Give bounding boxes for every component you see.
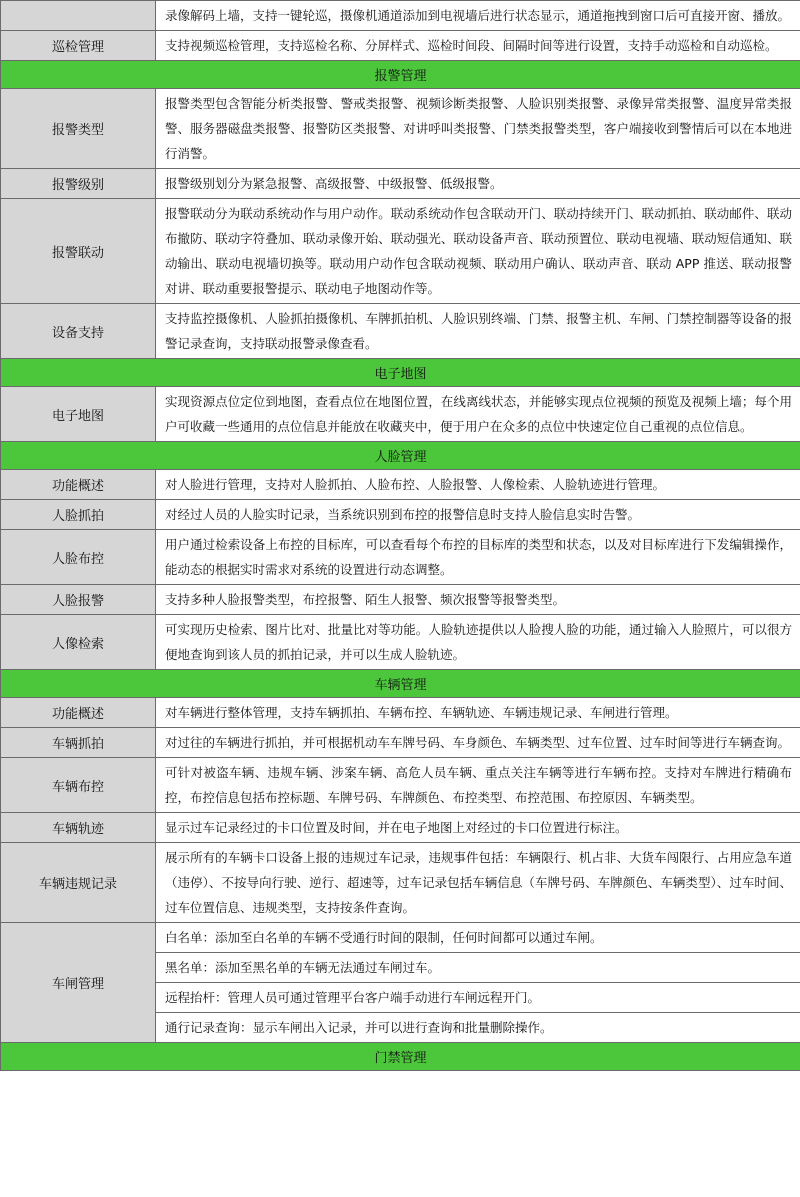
table-row	[1, 1, 800, 31]
table-row	[1, 843, 800, 923]
row-label: 人像检索	[1, 615, 156, 670]
row-label: 车辆布控	[1, 758, 156, 813]
row-label: 车辆违规记录	[1, 843, 156, 923]
table-row	[1, 89, 800, 169]
row-label: 报警类型	[1, 89, 156, 169]
spec-table-body	[1, 1, 800, 1071]
section-title: 人脸管理	[1, 442, 800, 470]
row-description: 通行记录查询：显示车闸出入记录，并可以进行查询和批量删除操作。	[156, 1013, 800, 1043]
row-label: 车闸管理	[1, 923, 156, 1043]
row-description: 远程抬杆：管理人员可通过管理平台客户端手动进行车闸远程开门。	[156, 983, 800, 1013]
row-description: 报警类型包含智能分析类报警、警戒类报警、视频诊断类报警、人脸识别类报警、录像异常类报警、温度异常类报警、服务器磁盘类报警、报警防区类报警、对讲呼叫类报警、门禁类报警类型，客户端接收到警情后可以在本地进行消警。	[156, 89, 800, 169]
section-title: 电子地图	[1, 359, 800, 387]
row-description: 用户通过检索设备上布控的目标库，可以查看每个布控的目标库的类型和状态，以及对目标库进行下发编辑操作，能动态的根据实时需求对系统的设置进行动态调整。	[156, 530, 800, 585]
row-description: 可实现历史检索、图片比对、批量比对等功能。人脸轨迹提供以人脸搜人脸的功能，通过输入人脸照片，可以很方便地查询到该人员的抓拍记录，并可以生成人脸轨迹。	[156, 615, 800, 670]
section-header-row	[1, 61, 800, 89]
row-description: 录像解码上墙，支持一键轮巡，摄像机通道添加到电视墙后进行状态显示，通道拖拽到窗口后可直接开窗、播放。	[156, 1, 800, 31]
row-label: 人脸布控	[1, 530, 156, 585]
table-row	[1, 728, 800, 758]
table-row	[1, 31, 800, 61]
table-row	[1, 470, 800, 500]
row-label: 人脸抓拍	[1, 500, 156, 530]
row-description: 实现资源点位定位到地图，查看点位在地图位置，在线离线状态，并能够实现点位视频的预览及视频上墙；每个用户可收藏一些通用的点位信息并能放在收藏夹中，便于用户在众多的点位中快速定位自己重视的点位信息。	[156, 387, 800, 442]
table-row	[1, 585, 800, 615]
table-row	[1, 530, 800, 585]
row-label: 人脸报警	[1, 585, 156, 615]
section-title: 门禁管理	[1, 1043, 800, 1071]
table-row	[1, 758, 800, 813]
row-description: 报警联动分为联动系统动作与用户动作。联动系统动作包含联动开门、联动持续开门、联动抓拍、联动邮件、联动布撤防、联动字符叠加、联动录像开始、联动强光、联动设备声音、联动预置位、联动电视墙、联动短信通知、联动输出、联动电视墙切换等。联动用户动作包含联动视频、联动用户确认、联动声音、联动 APP 推送、联动报警对讲、联动重要报警提示、联动电子地图动作等。	[156, 199, 800, 304]
section-title: 报警管理	[1, 61, 800, 89]
section-header-row	[1, 670, 800, 698]
row-description: 报警级别划分为紧急报警、高级报警、中级报警、低级报警。	[156, 169, 800, 199]
section-header-row	[1, 442, 800, 470]
table-row	[1, 813, 800, 843]
table-row	[1, 923, 800, 953]
row-label: 巡检管理	[1, 31, 156, 61]
section-header-row	[1, 1043, 800, 1071]
table-row	[1, 387, 800, 442]
row-description: 黑名单：添加至黑名单的车辆无法通过车闸过车。	[156, 953, 800, 983]
row-description: 支持监控摄像机、人脸抓拍摄像机、车牌抓拍机、人脸识别终端、门禁、报警主机、车闸、门禁控制器等设备的报警记录查询，支持联动报警录像查看。	[156, 304, 800, 359]
row-label: 电子地图	[1, 387, 156, 442]
table-row	[1, 615, 800, 670]
row-label: 报警级别	[1, 169, 156, 199]
row-description: 白名单：添加至白名单的车辆不受通行时间的限制，任何时间都可以通过车闸。	[156, 923, 800, 953]
table-row	[1, 304, 800, 359]
section-header-row	[1, 359, 800, 387]
table-row	[1, 199, 800, 304]
row-description: 对过往的车辆进行抓拍，并可根据机动车车牌号码、车身颜色、车辆类型、过车位置、过车时间等进行车辆查询。	[156, 728, 800, 758]
table-row	[1, 169, 800, 199]
row-description: 展示所有的车辆卡口设备上报的违规过车记录，违规事件包括：车辆限行、机占非、大货车闯限行、占用应急车道（违停）、不按导向行驶、逆行、超速等，过车记录包括车辆信息（车牌号码、车牌颜色、车辆类型）、过车时间、过车位置信息、违规类型，支持按条件查询。	[156, 843, 800, 923]
row-description: 支持视频巡检管理，支持巡检名称、分屏样式、巡检时间段、间隔时间等进行设置，支持手动巡检和自动巡检。	[156, 31, 800, 61]
row-description: 对车辆进行整体管理，支持车辆抓拍、车辆布控、车辆轨迹、车辆违规记录、车闸进行管理。	[156, 698, 800, 728]
row-label: 设备支持	[1, 304, 156, 359]
row-label: 功能概述	[1, 470, 156, 500]
section-title: 车辆管理	[1, 670, 800, 698]
row-label	[1, 1, 156, 31]
row-description: 显示过车记录经过的卡口位置及时间，并在电子地图上对经过的卡口位置进行标注。	[156, 813, 800, 843]
row-label: 车辆轨迹	[1, 813, 156, 843]
row-label: 功能概述	[1, 698, 156, 728]
table-row	[1, 500, 800, 530]
row-description: 对经过人员的人脸实时记录，当系统识别到布控的报警信息时支持人脸信息实时告警。	[156, 500, 800, 530]
table-row	[1, 698, 800, 728]
row-label: 车辆抓拍	[1, 728, 156, 758]
row-description: 对人脸进行管理，支持对人脸抓拍、人脸布控、人脸报警、人像检索、人脸轨迹进行管理。	[156, 470, 800, 500]
row-description: 可针对被盗车辆、违规车辆、涉案车辆、高危人员车辆、重点关注车辆等进行车辆布控。支持对车牌进行精确布控，布控信息包括布控标题、车牌号码、车牌颜色、布控类型、布控范围、布控原因、车辆类型。	[156, 758, 800, 813]
row-label: 报警联动	[1, 199, 156, 304]
row-description: 支持多种人脸报警类型，布控报警、陌生人报警、频次报警等报警类型。	[156, 585, 800, 615]
